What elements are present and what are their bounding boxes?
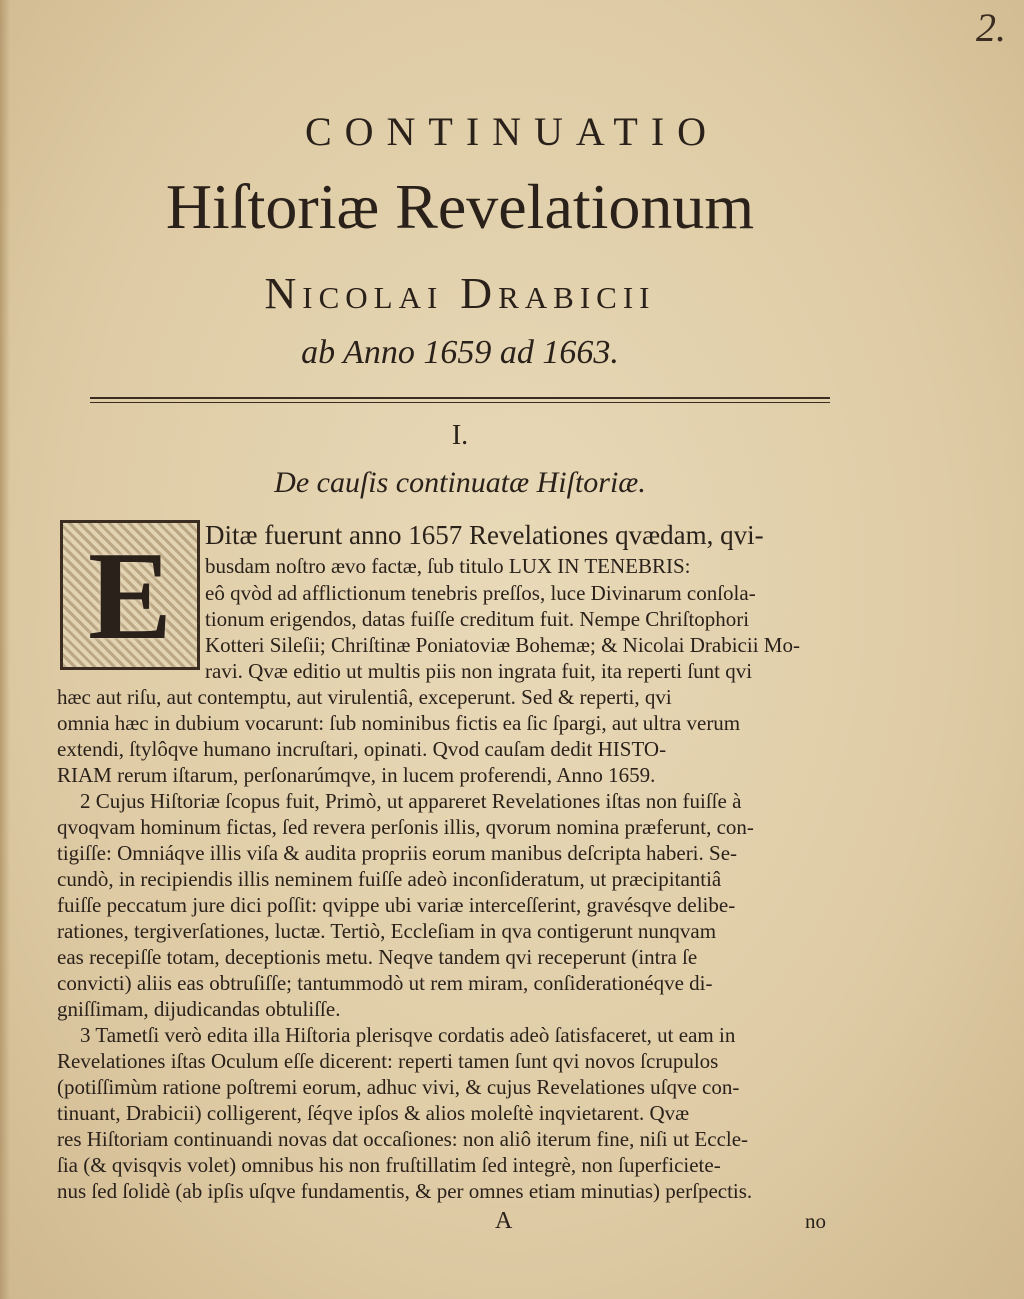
text-line: omnia hæc in dubium vocarunt: ſub nominibus fictis ea ſic ſpargi, aut ultra verum xyxy=(57,711,741,735)
text-line: nus ſed ſolidè (ab ipſis uſqve fundamentis, & per omnes etiam minutias) perſpectis. xyxy=(57,1179,753,1203)
text-line: tinuant, Drabicii) colligerent, ſéqve ipſos & alios moleſtè inqvietarent. Qvæ xyxy=(57,1101,690,1125)
title-line-historiae: Hiſtoriæ Revelationum xyxy=(165,171,755,242)
text-line: Kotteri Sileſii; Chriſtinæ Poniatoviæ Bohemæ; & Nicolai Drabicii Mo- xyxy=(205,633,800,657)
title-rule xyxy=(90,397,830,403)
text-line: rationes, tergiverſationes, luctæ. Tertiò, Eccleſiam in qva contigerunt nunqvam xyxy=(57,919,717,943)
text-line: 2 Cujus Hiſtoriæ ſcopus fuit, Primò, ut appareret Revelationes iſtas non fuiſſe à xyxy=(80,789,742,813)
title-line-continuatio: CONTINUATIO xyxy=(304,109,720,154)
text-line: hæc aut riſu, aut contemptu, aut virulentiâ, exceperunt. Sed & reperti, qvi xyxy=(57,685,672,709)
text-line: Revelationes iſtas Oculum eſſe dicerent: reperti tamen ſunt qvi novos ſcrupulos xyxy=(57,1049,719,1073)
text-line: tigiſſe: Omniáqve illis viſa & audita propriis eorum manibus deſcripta haberi. Se- xyxy=(57,841,738,865)
text-line: cundò, in recipiendis illis neminem fuiſſe adeò inconſideratum, ut præcipitantiâ xyxy=(57,867,722,891)
title-line-years: ab Anno 1659 ad 1663. xyxy=(301,334,619,371)
text-line: qvoqvam hominum fictas, ſed revera perſonis illis, qvorum nomina præferunt, con- xyxy=(57,815,754,839)
text-line: eas recepiſſe totam, deceptionis metu. Neqve tandem qvi receperunt (intra ſe xyxy=(57,945,698,969)
folio-number: 2. xyxy=(976,5,1006,50)
text-line: RIAM rerum iſtarum, perſonarúmqve, in lucem proferendi, Anno 1659. xyxy=(57,763,656,787)
decorated-initial xyxy=(60,520,200,670)
text-line: (potiſſimùm ratione poſtremi eorum, adhuc vivi, & cujus Revelationes uſqve con- xyxy=(57,1075,740,1099)
text-line: convicti) aliis eas obtruſiſſe; tantummodò ut rem miram, conſiderationéqve di- xyxy=(57,971,713,995)
text-line: fuiſſe peccatum jure dici poſſit: qvippe ubi variæ interceſſerint, gravésqve delibe- xyxy=(57,893,736,917)
text-line: gniſſimam, dijudicandas obtuliſſe. xyxy=(57,997,341,1021)
section-number: I. xyxy=(451,420,469,451)
text-line: tionum erigendos, datas fuiſſe creditum fuit. Nempe Chriſtophori xyxy=(205,607,750,631)
text-line: res Hiſtoriam continuandi novas dat occaſiones: non aliô iterum fine, niſi ut Eccle- xyxy=(57,1127,749,1151)
text-line: Ditæ fuerunt anno 1657 Revelationes qvædam, qvi- xyxy=(205,520,764,550)
text-line: ravi. Qvæ editio ut multis piis non ingrata fuit, ita reperti ſunt qvi xyxy=(205,659,753,683)
title-line-author: Nicolai Drabicii xyxy=(264,269,656,318)
catchword: no xyxy=(805,1209,826,1233)
initial-letter: E xyxy=(87,527,173,666)
text-line: ſia (& qvisqvis volet) omnibus his non fruſtillatim ſed integrè, non ſuperficiete- xyxy=(57,1153,721,1177)
text-line: eô qvòd ad afflictionum tenebris preſſos, luce Divinarum conſola- xyxy=(205,581,756,605)
text-line: 3 Tametſi verò edita illa Hiſtoria plerisqve cordatis adeò ſatisfaceret, ut eam in xyxy=(80,1023,736,1047)
section-heading: De cauſis continuatæ Hiſtoriæ. xyxy=(274,466,646,499)
text-line: extendi, ſtylôqve humano incruſtari, opinati. Qvod cauſam dedit HISTO- xyxy=(57,737,667,761)
signature-mark: A xyxy=(495,1208,513,1234)
text-line: busdam noſtro ævo factæ, ſub titulo LUX IN TENEBRIS: xyxy=(205,554,691,578)
